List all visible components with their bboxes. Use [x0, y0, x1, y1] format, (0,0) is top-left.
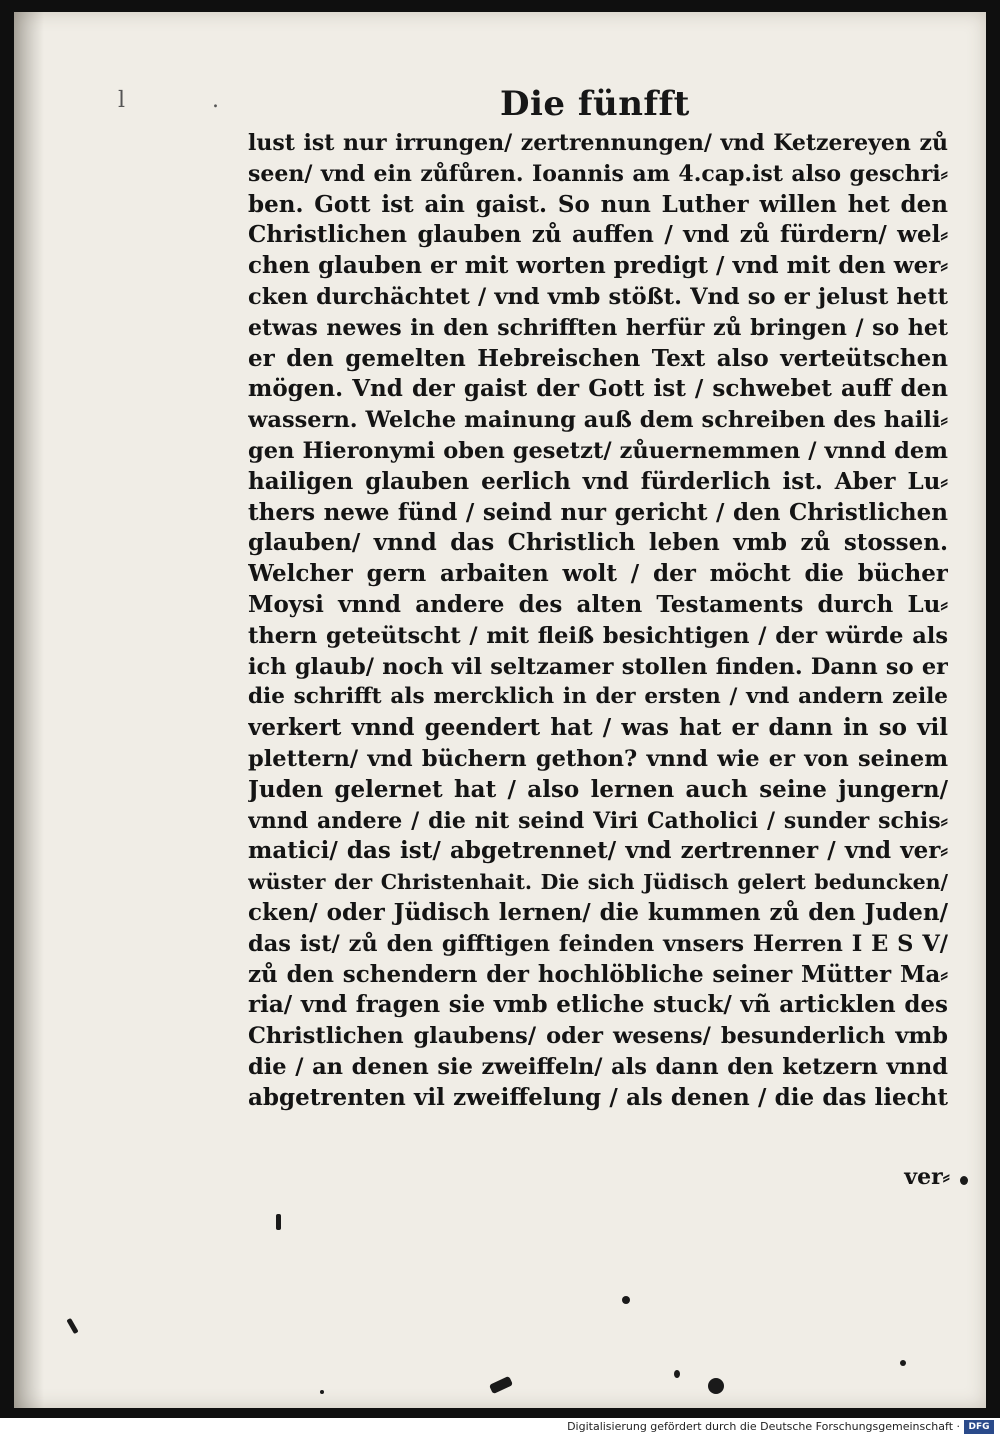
- text-line: ben. Gott ist ain gaist. So nun Luther willen het den: [248, 190, 948, 218]
- text-line: Juden gelernet hat / also lernen auch seine jungern/: [248, 775, 948, 803]
- text-line: vnnd andere / die nit seind Viri Catholici / sunder schis⸗: [248, 807, 948, 834]
- dfg-logo: DFG: [964, 1420, 994, 1434]
- text-line: er den gemelten Hebreischen Text also verteütschen: [248, 344, 948, 372]
- text-line: plettern/ vnd büchern gethon? vnnd wie er von seinem: [248, 745, 948, 772]
- text-line: ich glaub/ noch vil seltzamer stollen finden. Dann so er: [248, 653, 948, 680]
- text-line: thers newe fünd / seind nur gericht / den Christlichen: [248, 498, 948, 526]
- text-line: Welcher gern arbaiten wolt / der möcht die bücher: [248, 560, 948, 588]
- text-line: die schrifft als mercklich in der ersten / vnd andern zeile: [248, 684, 948, 710]
- text-line: chen glauben er mit worten predigt / vnd mit den wer⸗: [248, 252, 948, 280]
- text-line: die / an denen sie zweiffeln/ als dann den ketzern vnnd: [248, 1053, 948, 1080]
- running-head: Die fünfft: [500, 84, 690, 124]
- text-line: Christlichen glaubens/ oder wesens/ besunderlich vmb: [248, 1023, 948, 1050]
- ink-speck: [960, 1176, 968, 1185]
- ink-speck: [708, 1378, 724, 1394]
- text-line: Christlichen glauben zů auffen / vnd zů fürdern/ wel⸗: [248, 221, 948, 249]
- text-line: matici/ das ist/ abgetrennet/ vnd zertrenner / vnd ver⸗: [248, 837, 948, 865]
- page-gutter-shadow: [14, 12, 44, 1408]
- text-line: glauben/ vnnd das Christlich leben vmb zů stossen.: [248, 529, 948, 557]
- text-line: abgetrenten vil zweiffelung / als denen / die das liecht: [248, 1083, 948, 1111]
- text-line: etwas newes in den schrifften herfür zů bringen / so het: [248, 314, 948, 341]
- text-line: gen Hieronymi oben gesetzt/ zůuernemmen / vnnd dem: [248, 437, 948, 464]
- text-line: wüster der Christenhait. Die sich Jüdisch gelert beduncken/: [248, 870, 948, 895]
- text-line: wassern. Welche mainung auß dem schreiben des haili⸗: [248, 407, 948, 434]
- ink-speck: [276, 1214, 281, 1230]
- ink-speck: [674, 1370, 680, 1378]
- page-body-text: [248, 128, 948, 1114]
- ink-speck: [320, 1390, 324, 1394]
- text-line: seen/ vnd ein zůfůren. Ioannis am 4.cap.ist also geschri⸗: [248, 160, 948, 187]
- text-line: cken/ oder Jüdisch lernen/ die kummen zů den Juden/: [248, 898, 948, 926]
- margin-marks: l .: [118, 88, 260, 113]
- text-line: verkert vnnd geendert hat / was hat er dann in so vil: [248, 714, 948, 742]
- text-line: mögen. Vnd der gaist der Gott ist / schwebet auff den: [248, 375, 948, 403]
- text-line: cken durchächtet / vnd vmb stößt. Vnd so er jelust hett: [248, 283, 948, 310]
- text-line: zů den schendern der hochlöbliche seiner Mütter Ma⸗: [248, 960, 948, 988]
- ink-speck: [900, 1360, 906, 1366]
- funding-credit: Digitalisierung gefördert durch die Deutsche Forschungsgemeinschaft ·: [567, 1420, 960, 1433]
- ink-speck: [622, 1296, 630, 1304]
- text-line: thern geteütscht / mit fleiß besichtigen / der würde als: [248, 622, 948, 649]
- text-line: ria/ vnd fragen sie vmb etliche stuck/ vñ articklen des: [248, 991, 948, 1019]
- text-line: das ist/ zů den gifftigen feinden vnsers Herren I E S V/: [248, 930, 948, 957]
- text-line: hailigen glauben eerlich vnd fürderlich ist. Aber Lu⸗: [248, 467, 948, 495]
- catchword: ver⸗: [904, 1164, 950, 1190]
- text-line: Moysi vnnd andere des alten Testaments durch Lu⸗: [248, 590, 948, 618]
- text-line: lust ist nur irrungen/ zertrennungen/ vnd Ketzereyen zů: [248, 130, 948, 156]
